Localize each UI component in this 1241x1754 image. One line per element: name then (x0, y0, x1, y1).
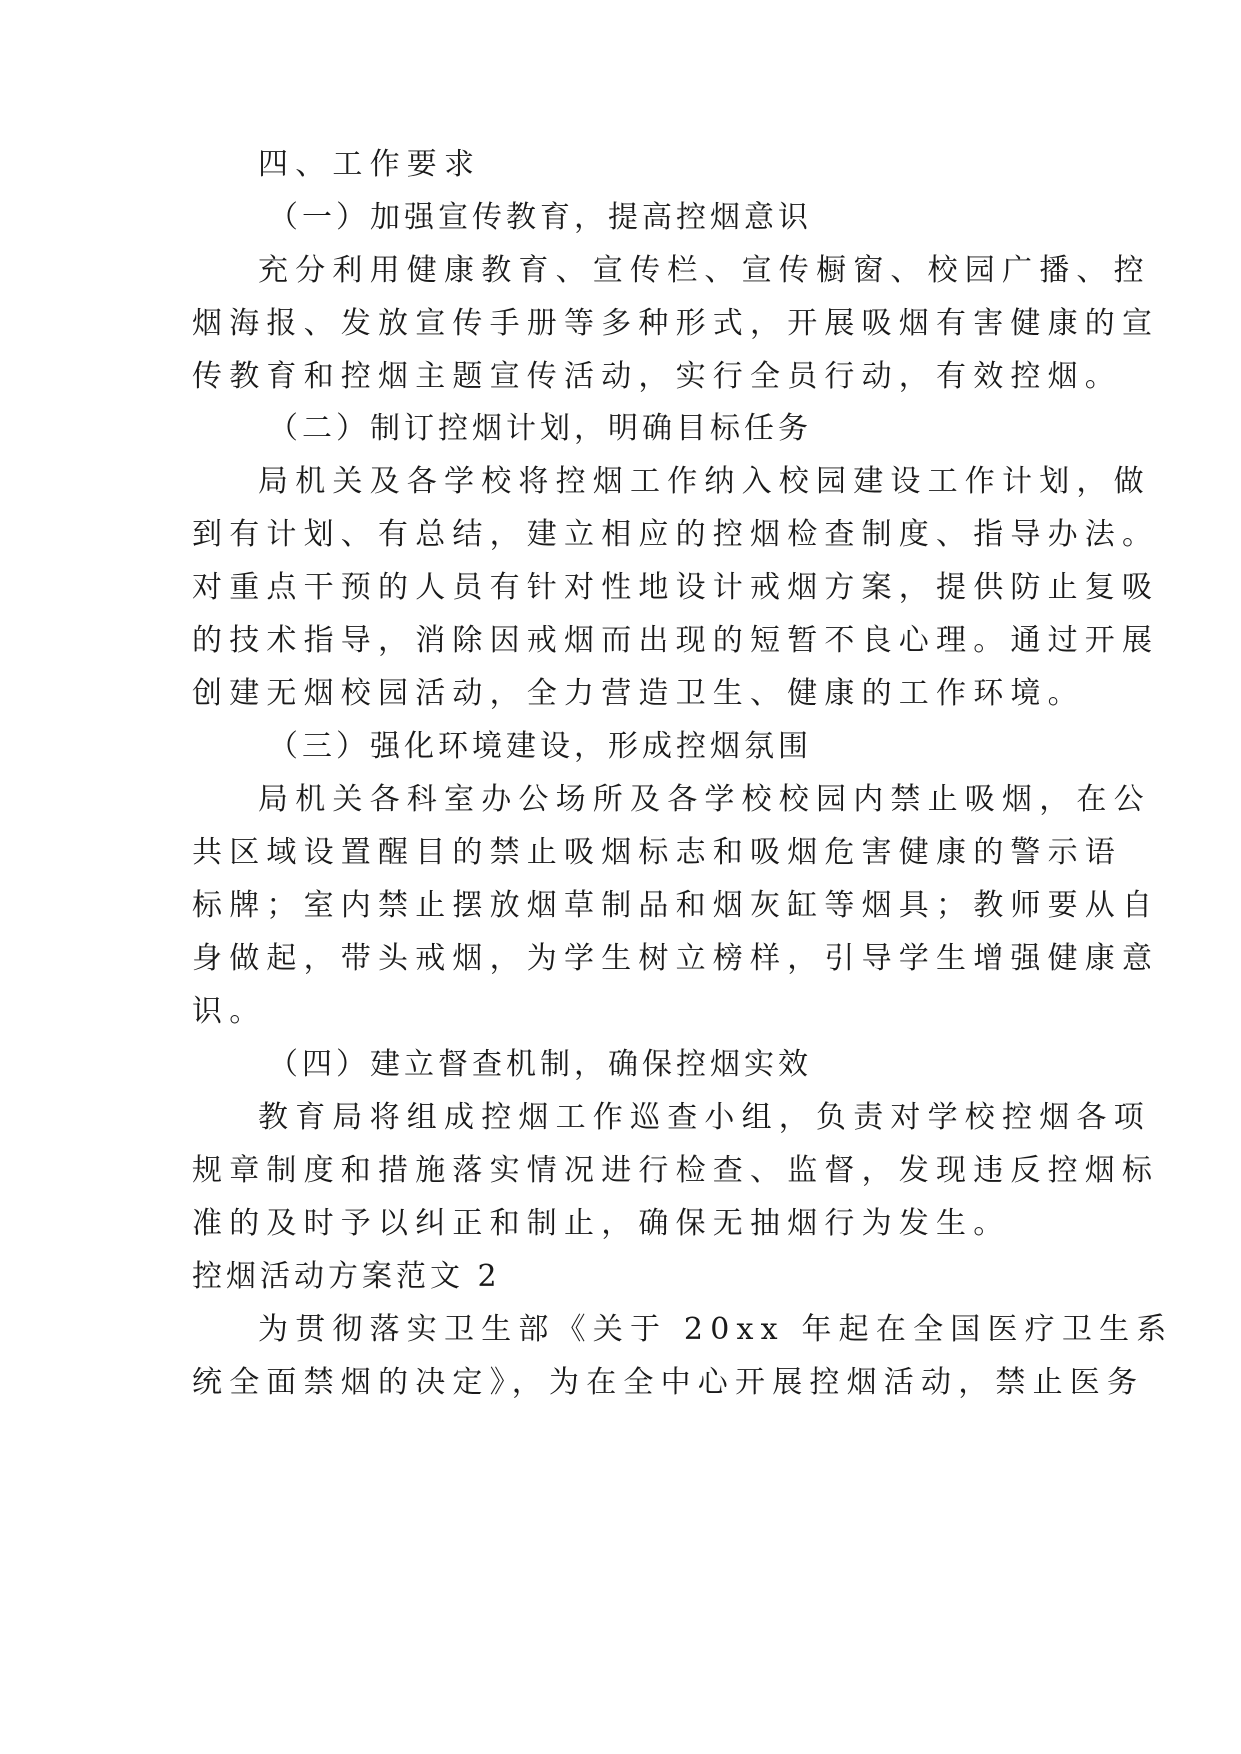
paragraph-line: 识。 (192, 994, 267, 1029)
paragraph-line: 共区域设置醒目的禁止吸烟标志和吸烟危害健康的警示语 (192, 835, 1122, 870)
paragraph-line: 标牌；室内禁止摆放烟草制品和烟灰缸等烟具；教师要从自 (192, 888, 1160, 923)
paragraph-line: 规章制度和措施落实情况进行检查、监督，发现违反控烟标 (192, 1153, 1160, 1188)
paragraph-line: 身做起，带头戒烟，为学生树立榜样，引导学生增强健康意 (192, 941, 1160, 976)
paragraph-line: 创建无烟校园活动，全力营造卫生、健康的工作环境。 (192, 676, 1085, 711)
paragraph-line: 局机关及各学校将控烟工作纳入校园建设工作计划，做 (258, 464, 1151, 499)
paragraph-line: 到有计划、有总结，建立相应的控烟检查制度、指导办法。 (192, 517, 1160, 552)
paragraph-line: 传教育和控烟主题宣传活动，实行全员行动，有效控烟。 (192, 359, 1122, 394)
subsection-title-1: （一）加强宣传教育，提高控烟意识 (268, 200, 812, 235)
paragraph-line: 充分利用健康教育、宣传栏、宣传橱窗、校园广播、控 (258, 253, 1151, 288)
second-article-title: 控烟活动方案范文 2 (192, 1259, 501, 1294)
paragraph-line: 烟海报、发放宣传手册等多种形式，开展吸烟有害健康的宣 (192, 306, 1160, 341)
paragraph-line: 统全面禁烟的决定》，为在全中心开展控烟活动，禁止医务 (192, 1365, 1145, 1400)
paragraph-line: 的技术指导，消除因戒烟而出现的短暂不良心理。通过开展 (192, 623, 1160, 658)
section-heading: 四、工作要求 (258, 147, 482, 182)
subsection-title-2: （二）制订控烟计划，明确目标任务 (268, 411, 812, 446)
subsection-title-3: （三）强化环境建设，形成控烟氛围 (268, 729, 812, 764)
subsection-title-4: （四）建立督查机制，确保控烟实效 (268, 1047, 812, 1082)
paragraph-line: 对重点干预的人员有针对性地设计戒烟方案，提供防止复吸 (192, 570, 1160, 605)
paragraph-line: 教育局将组成控烟工作巡查小组，负责对学校控烟各项 (258, 1100, 1151, 1135)
paragraph-line: 局机关各科室办公场所及各学校校园内禁止吸烟，在公 (258, 782, 1151, 817)
paragraph-line: 准的及时予以纠正和制止，确保无抽烟行为发生。 (192, 1206, 1011, 1241)
paragraph-line: 为贯彻落实卫生部《关于 20xx 年起在全国医疗卫生系 (258, 1312, 1174, 1347)
